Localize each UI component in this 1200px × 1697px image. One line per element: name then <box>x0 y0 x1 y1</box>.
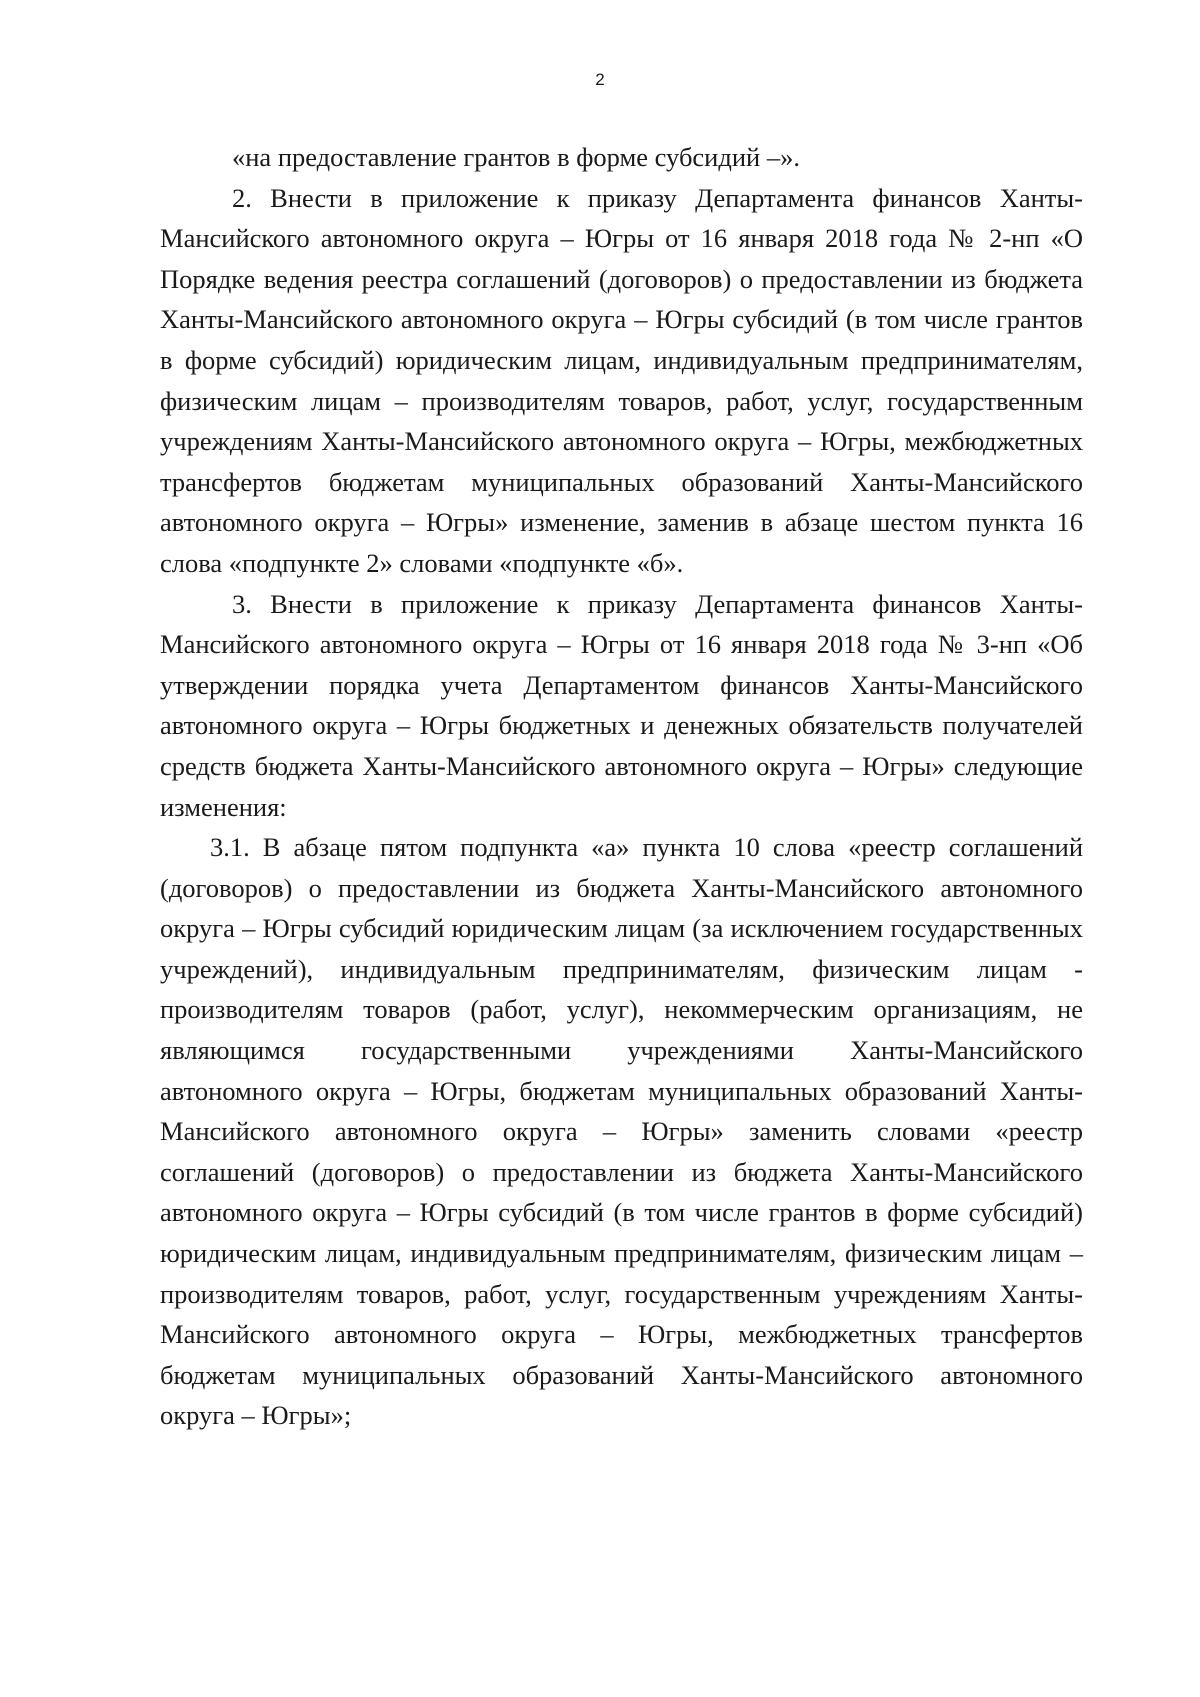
paragraph-item-3: 3. Внести в приложение к приказу Департамента финансов Ханты-Мансийского автономного округа – Югры от 16 января 2018 года № 3-нп «Об утверждении порядка учета Департаментом финансов Ханты-Мансийского автономного округа – Югры бюджетных и денежных обязательств получателей средств бюджета Ханты-Мансийского автономного округа – Югры» следующие изменения: <box>160 588 1083 822</box>
paragraph-continuation: «на предоставление грантов в форме субсидий –». <box>232 142 800 172</box>
document-body <box>160 137 1083 1436</box>
page-number: 2 <box>595 70 605 89</box>
paragraph-item-3-1: 3.1. В абзаце пятом подпункта «а» пункта 10 слова «реестр соглашений (договоров) о предоставлении из бюджета Ханты-Мансийского автономного округа – Югры субсидий юридическим лицам (за исключением государственных учреждений), индивидуальным предпринимателям, физическим лицам - производителям товаров (работ, услуг), некоммерческим организациям, не являющимся государственными учреждениями Ханты-Мансийского автономного округа – Югры, бюджетам муниципальных образований Ханты-Мансийского автономного округа – Югры» заменить словами «реестр соглашений (договоров) о предоставлении из бюджета Ханты-Мансийского автономного округа – Югры субсидий (в том числе грантов в форме субсидий) юридическим лицам, индивидуальным предпринимателям, физическим лицам – производителям товаров, работ, услуг, государственным учреждениям Ханты-Мансийского автономного округа – Югры, межбюджетных трансфертов бюджетам муниципальных образований Ханты-Мансийского автономного округа – Югры»; <box>160 832 1083 1431</box>
paragraph-item-2: 2. Внести в приложение к приказу Департамента финансов Ханты-Мансийского автономного округа – Югры от 16 января 2018 года № 2-нп «О Порядке ведения реестра соглашений (договоров) о предоставлении из бюджета Ханты-Мансийского автономного округа – Югры субсидий (в том числе грантов в форме субсидий) юридическим лицам, индивидуальным предпринимателям, физическим лицам – производителям товаров, работ, услуг, государственным учреждениям Ханты-Мансийского автономного округа – Югры, межбюджетных трансфертов бюджетам муниципальных образований Ханты-Мансийского автономного округа – Югры» изменение, заменив в абзаце шестом пункта 16 слова «подпункте 2» словами «подпункте «б». <box>160 182 1083 578</box>
